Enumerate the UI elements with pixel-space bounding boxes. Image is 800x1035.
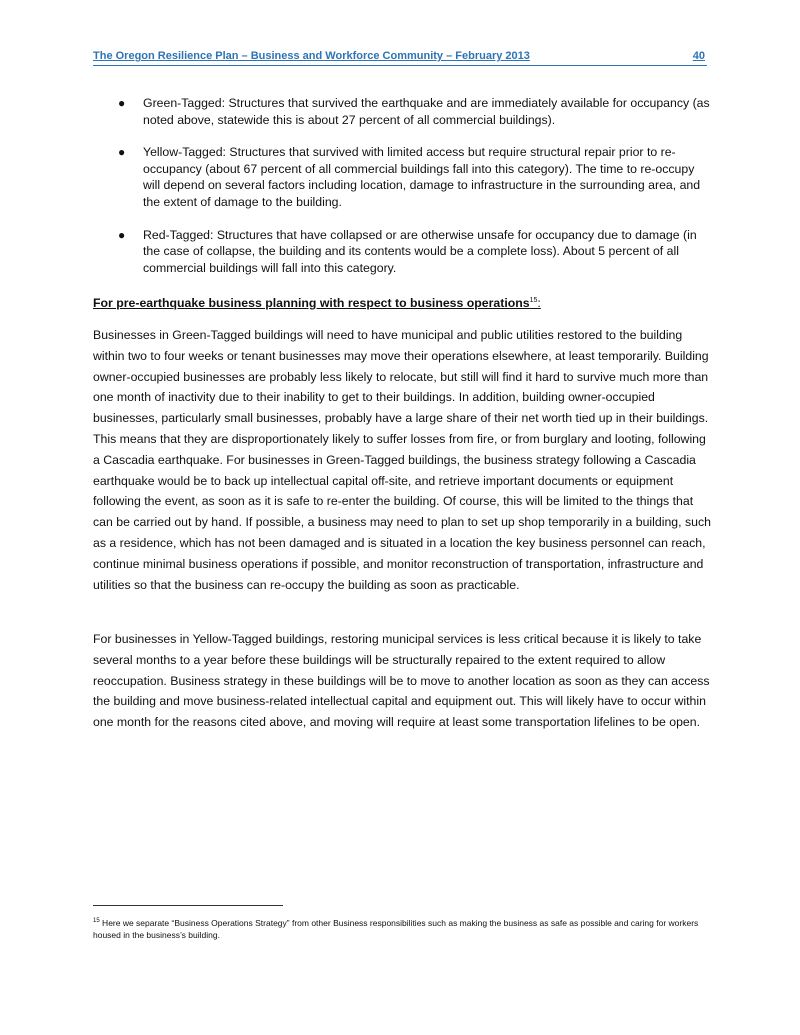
paragraph-yellow-tagged-strategy: For businesses in Yellow-Tagged buildings, restoring municipal services is less critical because it is likely to take several months to a year before these buildings will be structurally repaired to the extent required to allow reoccupation. Business strategy in these buildings will be to move to another location as soon as they can access the building and move business-related intellectual capital and equipment out. This will likely have to occur within one month for the reasons cited above, and moving will require at least some transportation lifelines to be open. [93, 632, 710, 730]
paragraph-green-tagged-strategy: Businesses in Green-Tagged buildings will need to have municipal and public utilities restored to the building within two to four weeks or tenant businesses may move their operations elsewhere, at least temporarily. Building owner-occupied businesses are probably less likely to relocate, but still will find it hard to survive much more than one month of inactivity due to their inability to get to their buildings. In addition, building owner-occupied businesses, particularly small businesses, probably have a large share of their net worth tied up in their buildings. This means that they are disproportionately likely to suffer losses from fire, or from burglary and looting, following a Cascadia earthquake. For businesses in Green-Tagged buildings, the business strategy following a Cascadia earthquake would be to back up intellectual capital off-site, and retrieve important documents or equipment following the event, as soon as it is safe to re-enter the building. Of course, this will be limited to the things that can be carried out by hand. If possible, a business may need to plan to set up shop temporarily in a building, such as a residence, which has not been damaged and is situated in a location the key business personnel can reach, continue minimal business operations if possible, and monitor reconstruction of transportation, infrastructure and utilities so that the business can re-occupy the building as soon as practicable. [93, 328, 711, 592]
list-item-text: Green-Tagged: Structures that survived the earthquake and are immediately available for occupancy (as noted above, statewide this is about 27 percent of all commercial buildings). [143, 96, 710, 127]
list-item-yellow-tagged [93, 144, 713, 210]
heading-colon: : [537, 296, 541, 310]
list-item-red-tagged [93, 227, 713, 277]
section-heading [93, 296, 541, 310]
list-item-text: Red-Tagged: Structures that have collapsed or are otherwise unsafe for occupancy due to damage (in the case of collapse, the building and its contents would be a complete loss). About 5 percent of all commercial buildings will fall into this category. [143, 227, 697, 275]
list-item-green-tagged [93, 95, 713, 128]
page-header [93, 49, 707, 66]
footnote-text: Here we separate “Business Operations Strategy” from other Business responsibilities such as making the business as safe as possible and caring for workers housed in the business’s building. [93, 917, 699, 940]
footnote [93, 915, 703, 941]
bullet-icon: ● [118, 145, 126, 160]
tag-category-list [93, 95, 713, 292]
bullet-icon: ● [118, 227, 126, 242]
document-title: The Oregon Resilience Plan – Business and Workforce Community – February 2013 [93, 50, 530, 62]
footnote-reference[interactable]: 15 [529, 296, 538, 304]
list-item-text: Yellow-Tagged: Structures that survived with limited access but require structural repair prior to re-occupancy (about 67 percent of all commercial buildings fall into this category). The time to re-occupy will depend on several factors including location, damage to infrastructure in the surrounding area, and the extent of damage to the building. [143, 145, 701, 209]
footnote-divider [93, 905, 283, 906]
section-heading-text: For pre-earthquake business planning with respect to business operations [93, 296, 530, 310]
footnote-number: 15 [93, 918, 100, 924]
page-number: 40 [692, 50, 705, 62]
bullet-icon: ● [118, 96, 126, 110]
